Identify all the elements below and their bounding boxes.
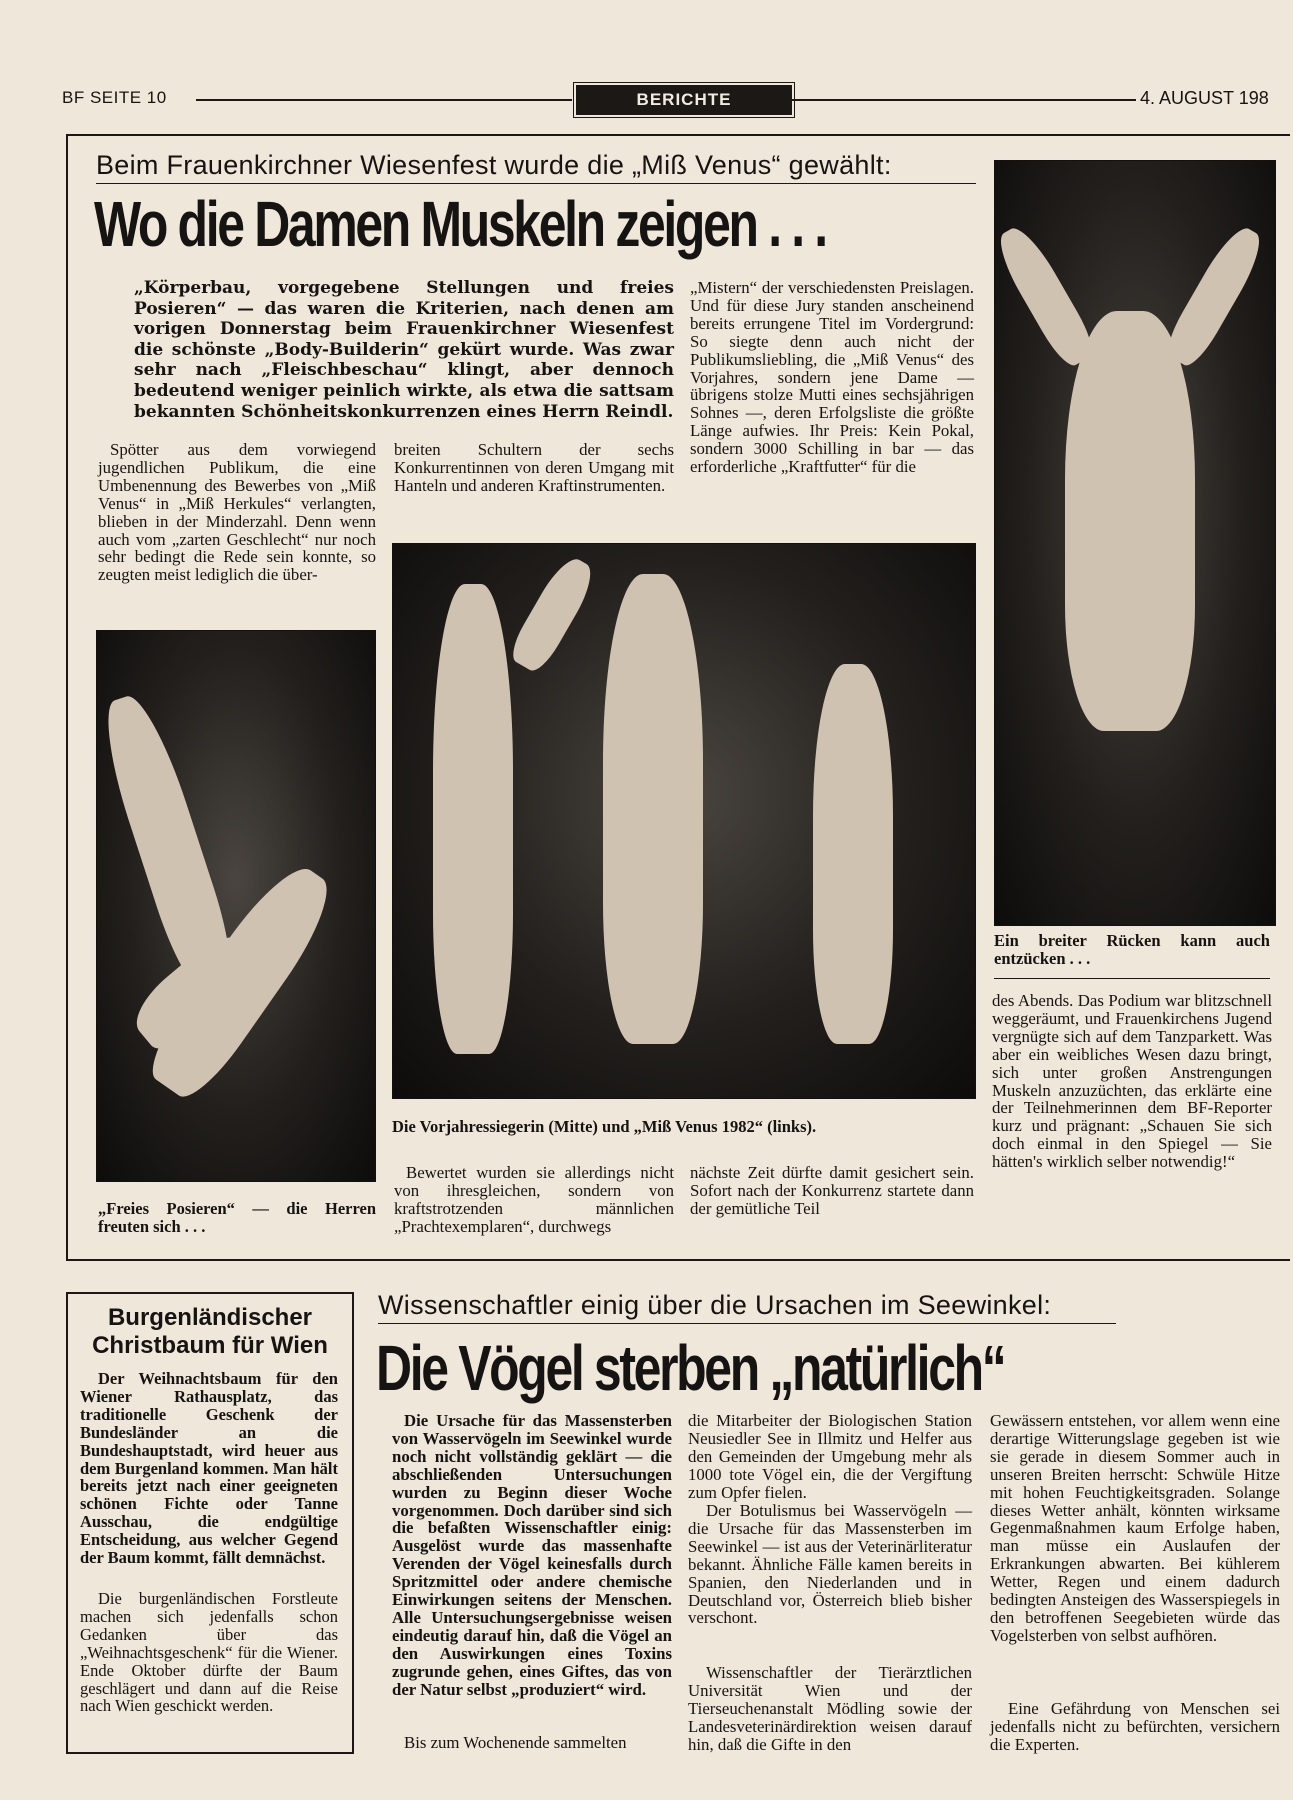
article2-headline: Die Vögel sterben „natürlich“: [376, 1332, 1005, 1404]
sidebar-paragraph-1: Der Weihnachtsbaum für den Wiener Rathausplatz, das traditionelle Geschenk der Bundesländer an die Bundeshauptstadt, wird heuer aus dem Burgenland kommen. Man hält bereits jetzt nach einer geeigneten schönen Fichte oder Tanne Ausschau, die endgültige Entscheidung, aus welcher Gegend der Baum kommt, fällt demnächst.: [80, 1369, 338, 1568]
section-badge: [576, 85, 792, 115]
article1-col3: „Mistern“ der verschiedensten Preislagen. Und für diese Jury standen anscheinend bereits errungene Titel im Vordergrund: So siegte denn auch nicht der Publikumsliebling, die „Miß Venus“ des Vorjahres, sondern jene Dame — übrigens stolze Mutti eines sechsjährigen Sohnes —, deren Erfolgsliste die größte Länge aufwies. Ihr Preis: Kein Pokal, sondern 3000 Schilling in bar — das erforderliche „Kraftfutter“ für die: [690, 278, 974, 477]
article1-bottom-col2: Bewertet wurden sie allerdings nicht von ihresgleichen, sondern von kraftstrotzenden männlichen „Prachtexemplaren“, durchwegs: [394, 1163, 674, 1236]
caption-previous-winner: Die Vorjahressiegerin (Mitte) und „Miß Venus 1982“ (links).: [392, 1117, 817, 1136]
article1-bottom-col3: nächste Zeit dürfte damit gesichert sein. Sofort nach der Konkurrenz startete dann der gemütliche Teil: [690, 1163, 974, 1218]
article2-col2-p3: Wissenschaftler der Tierärztlichen Universität Wien und der Tierseuchenanstalt Mödling sowie der Landesveterinärdirektion weisen darauf hin, daß die Gifte in den: [688, 1663, 972, 1754]
caption-free-posing: „Freies Posieren“ — die Herren freuten sich . . .: [98, 1199, 376, 1236]
article2-col1-lead: Die Ursache für das Massensterben von Wasservögeln im Seewinkel wurde noch nicht vollständig geklärt — die abschließenden Untersuchungen wurden zu Beginn dieser Woche vorgenommen. Doch darüber sind sich die befaßten Wissenschaftler einig: Ausgelöst wurde das massenhafte Verenden der Vögel keinesfalls durch Spritzmittel oder andere chemische Einwirkungen seitens der Menschen. Alle Untersuchungsergebnisse weisen eindeutig darauf hin, daß die Vögel an den Auswirkungen eines Toxins zugrunde gehen, eines Giftes, das von der Natur selbst „produziert“ wird.: [392, 1411, 672, 1699]
photo-free-posing: [96, 630, 376, 1182]
article2-col1-end: Bis zum Wochenende sammelten: [404, 1733, 627, 1752]
page-folio: BF SEITE 10: [62, 88, 167, 107]
article2-col2-p2: Der Botulismus bei Wasservögeln — die Ursache für das Massensterben im Seewinkel — ist aus der Veterinärliteratur bekannt. Ähnliche Fälle kamen bereits in Spanien, den Niederlanden und in Deutschland vor, Österreich blieb bisher verschont.: [688, 1501, 972, 1628]
article1-col1: Spötter aus dem vorwiegend jugendlichen Publikum, die eine Umbenennung des Bewerbes von „Miß Venus“ in „Miß Herkules“ verlangten, blieben in der Minderzahl. Denn wenn auch vom „zarten Geschlecht“ nur noch sehr bedingt die Rede sein konnte, so zeugten meist lediglich die über-: [98, 440, 376, 585]
header-rule-right: [792, 99, 1136, 101]
photo-previous-winner: [392, 543, 976, 1099]
article2-kicker: Wissenschaftler einig über die Ursachen im Seewinkel:: [378, 1290, 1052, 1320]
article2-col2-p1: die Mitarbeiter der Biologischen Station Neusiedler See in Illmitz und Helfer aus den Gemeinden der Umgebung mehr als 1000 tote Vögel ein, die der Vergiftung zum Opfer fielen.: [688, 1411, 972, 1502]
caption-broad-back: Ein breiter Rücken kann auch entzücken . . .: [994, 931, 1270, 968]
section-label: BERICHTE: [636, 90, 732, 109]
photo-broad-back: [994, 160, 1276, 926]
article2-col3-p2: Eine Gefährdung von Menschen sei jedenfalls nicht zu befürchten, versichern die Experten.: [990, 1699, 1280, 1754]
caption-divider: [994, 978, 1270, 979]
sidebar-title: Burgenländischer Christbaum für Wien: [92, 1304, 328, 1359]
article1-headline: Wo die Damen Muskeln zeigen . . .: [94, 188, 826, 260]
article1-lede: „Körperbau, vorgegebene Stellungen und freies Posieren“ — das waren die Kriterien, nach denen am vorigen Donnerstag beim Frauenkirchner Wiesenfest die schönste „Body-Builderin“ gekürt wurde. Was zwar sehr nach „Fleischbeschau“ klingt, aber dennoch bedeutend weniger peinlich wirkte, als etwa die sattsam bekannten Schönheitskonkurrenzen eines Herrn Reindl.: [134, 278, 674, 422]
article1-right-col: des Abends. Das Podium war blitzschnell weggeräumt, und Frauenkirchens Jugend vergnügte sich auf dem Tanzparkett. Was aber ein weibliches Wesen dazu bringt, sich unter großen Anstrengungen Muskeln anzuzüchten, das erklärte eine der Teilnehmerinnen dem BF-Reporter kurz und prägnant: „Schauen Sie sich doch einmal in den Spiegel — Sie hätten's wirklich selber notwendig!“: [992, 991, 1272, 1172]
article1-col2: breiten Schultern der sechs Konkurrentinnen von deren Umgang mit Hanteln und anderen Kraftinstrumenten.: [394, 440, 674, 495]
article2-col3-p1: Gewässern entstehen, vor allem wenn eine derartige Witterungslage gegeben ist wie sie gerade in diesem Sommer auch in unseren Breiten herrscht: Schwüle Hitze mit hohen Feuchtigkeitsgraden. Solange dieses Wetter anhält, könnten wirksame Gegenmaßnahmen kaum Erfolge haben, man müsse ein Auslaufen der Erkrankungen abwarten. Bei kühlerem Wetter, Regen und einem dadurch bedingten Ansteigen des Wasserspiegels in den betroffenen Seegebieten würde das Vogelsterben von selbst aufhören.: [990, 1411, 1280, 1645]
article1-kicker: Beim Frauenkirchner Wiesenfest wurde die „Miß Venus“ gewählt:: [96, 150, 892, 180]
kicker-underline: [96, 183, 976, 184]
header-rule-left: [196, 99, 572, 101]
kicker2-underline: [378, 1323, 1116, 1324]
sidebar-paragraph-2: Die burgenländischen Forstleute machen sich jedenfalls schon Gedanken über das „Weihnachtsgeschenk“ für die Wiener. Ende Oktober dürfte der Baum geschlägert und dann auf die Reise nach Wien geschickt werden.: [80, 1589, 338, 1716]
page-date: 4. AUGUST 198: [1140, 88, 1269, 108]
